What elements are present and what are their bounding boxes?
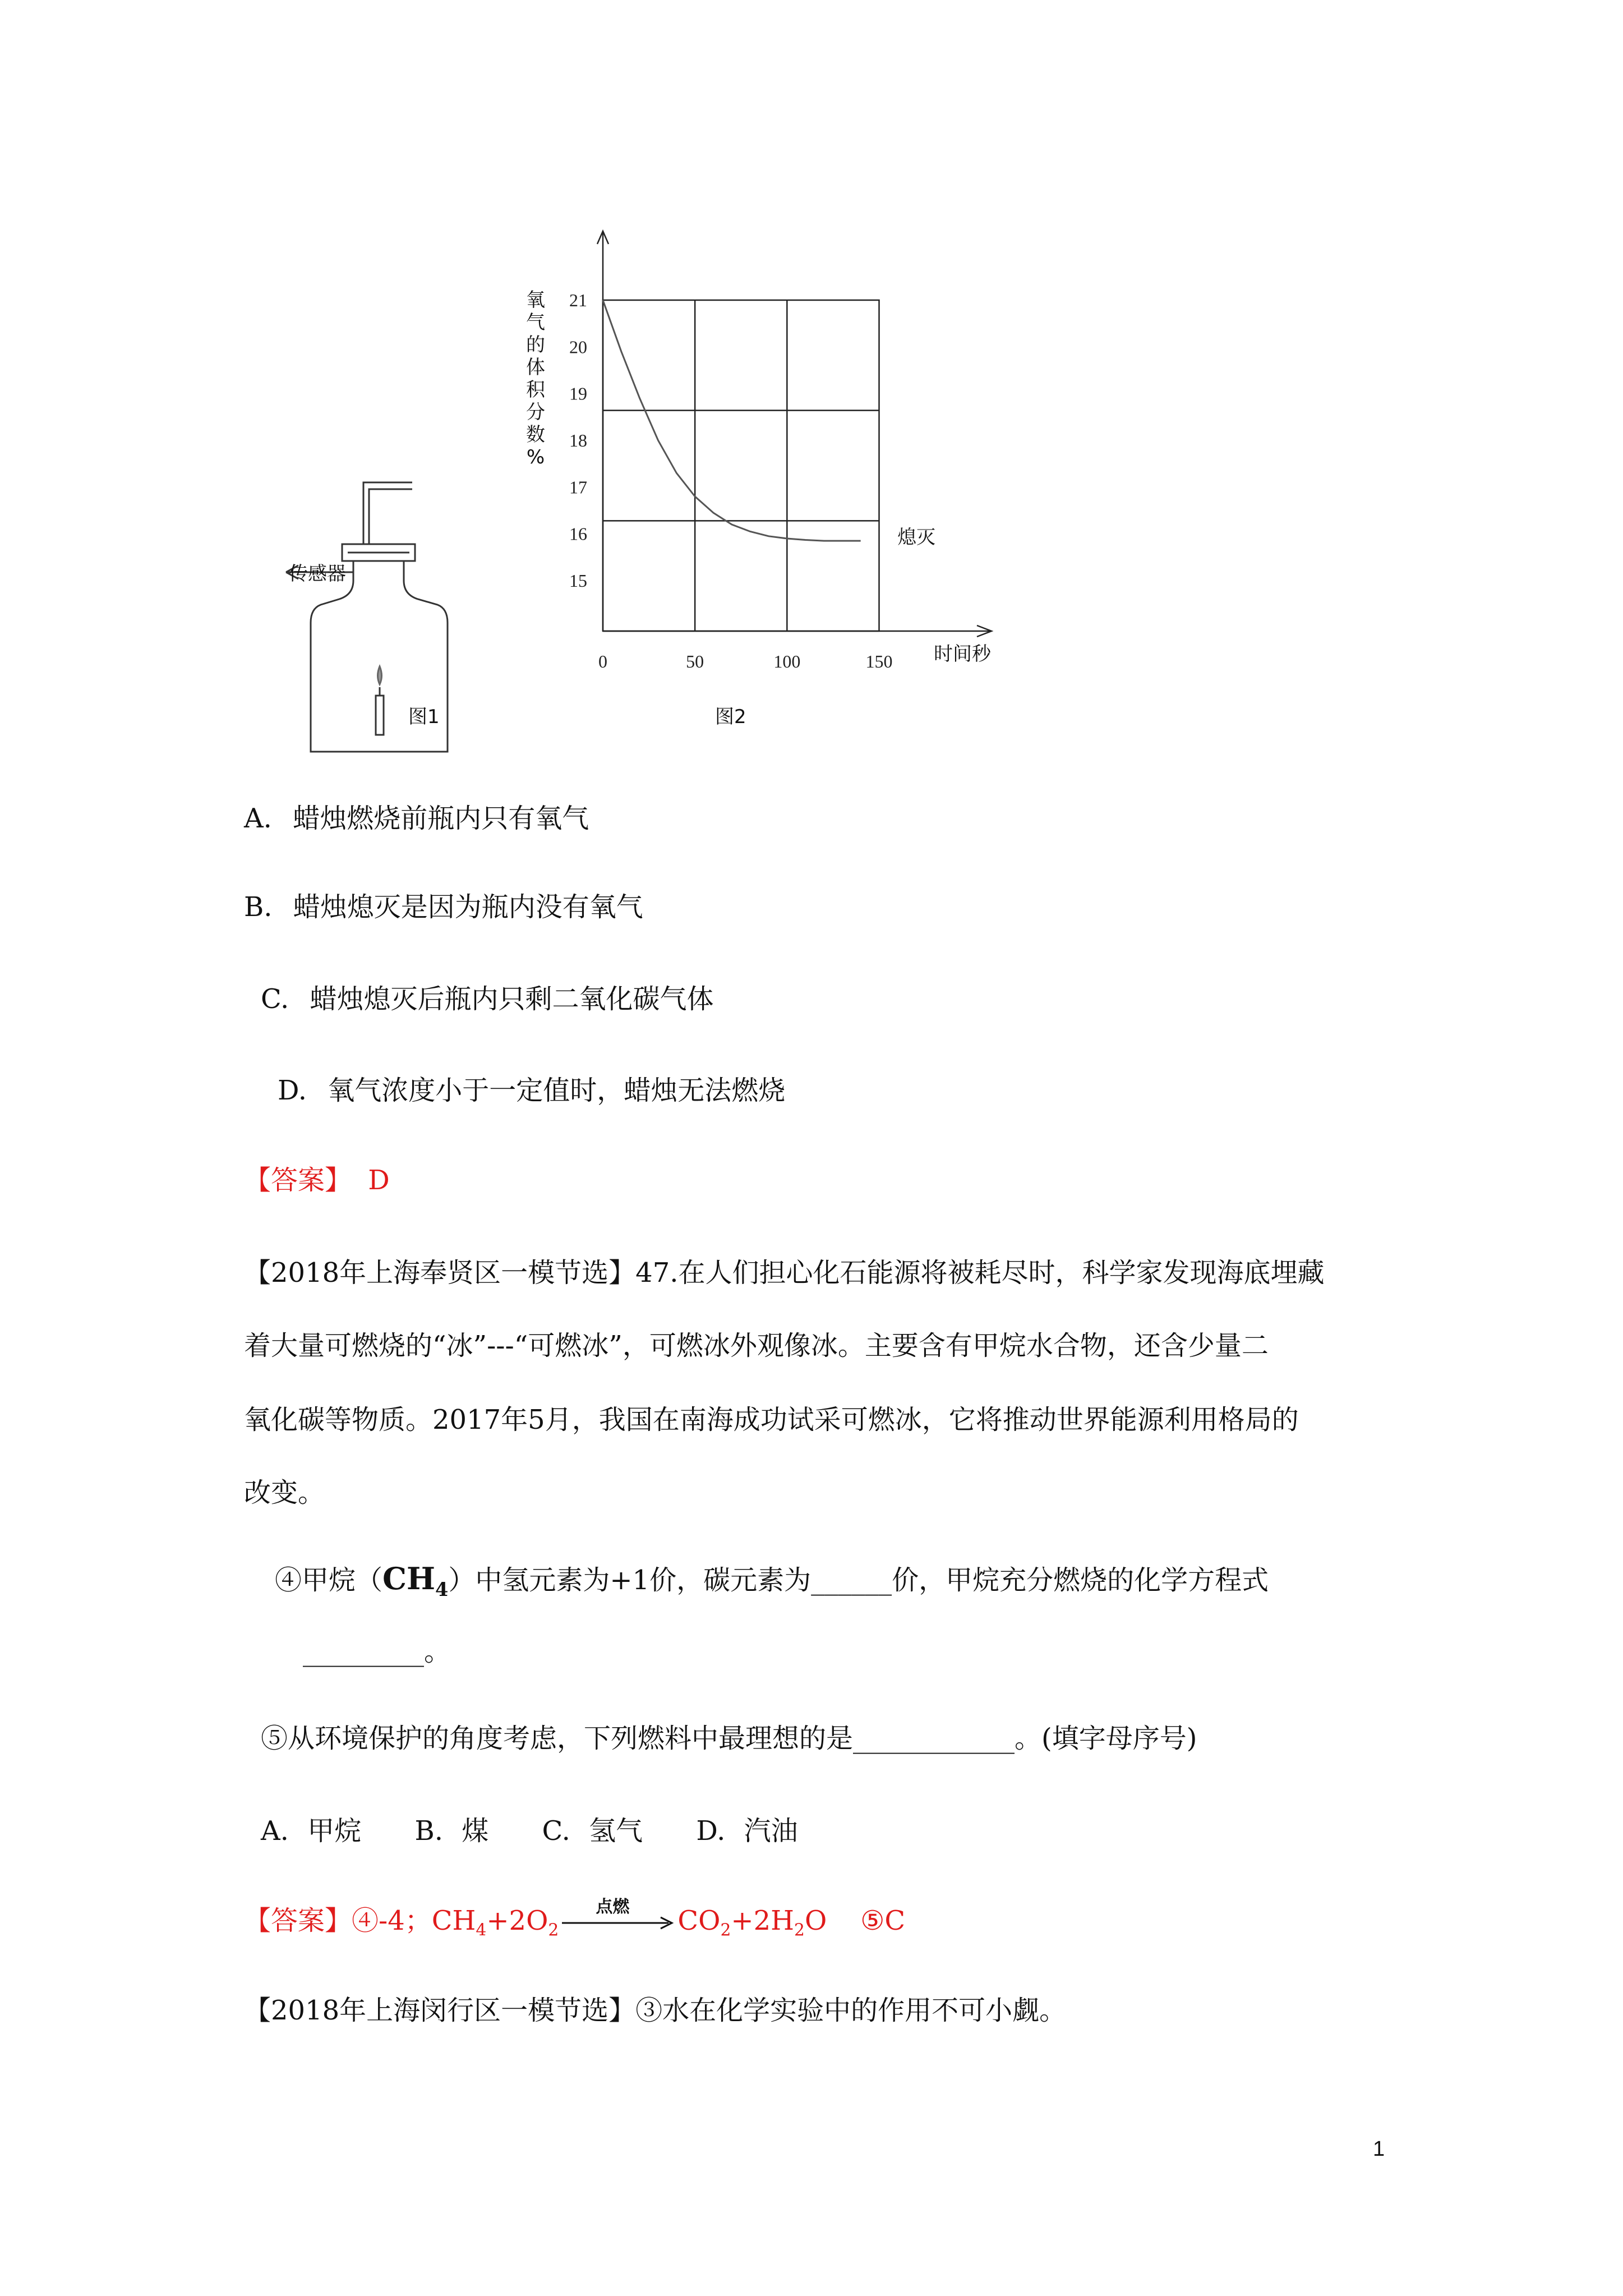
question-47-line-2: 着大量可燃烧的“冰”---“可燃冰”，可燃冰外观像冰。主要含有甲烷水合物，还含少量二 (244, 1330, 1269, 1361)
figure-1-caption: 图1 (408, 706, 440, 728)
question-text: ③水在化学实验中的作用不可小觑。 (635, 1995, 1067, 2026)
option-c (261, 977, 714, 1016)
y-tick-label: 17 (569, 477, 587, 498)
y-label-char: 的 (526, 334, 545, 356)
sub-question-5: ⑤从环境保护的角度考虑，下列燃料中最理想的是____________。(填字母序号) (261, 1723, 1197, 1754)
y-axis-label (524, 289, 547, 468)
formula-main: CH (382, 1561, 436, 1596)
answer-subscript: 2 (720, 1920, 731, 1940)
y-tick-label: 16 (569, 523, 587, 544)
answer-tag: 【答案】 (244, 1905, 352, 1936)
reaction-condition: 点燃 (596, 1897, 630, 1917)
choice-text: 甲烷 (307, 1815, 362, 1847)
answer-tag: 【答案】 (244, 1165, 352, 1196)
oxygen-chart (550, 224, 998, 684)
extinguish-annotation: 熄灭 (897, 526, 935, 549)
y-label-char: 数 (526, 424, 545, 446)
choice-label: A. (261, 1815, 289, 1847)
x-tick-label: 100 (773, 651, 801, 671)
question-source: 【2018年上海奉贤区一模节选】 (244, 1257, 636, 1289)
answer-text: O (804, 1905, 827, 1936)
sub-question-4-blank: _________。 (303, 1636, 451, 1667)
answer-value: D (368, 1165, 390, 1196)
answer-2 (244, 1899, 905, 1940)
x-tick-label: 0 (598, 651, 607, 671)
sub-question-4 (275, 1558, 1269, 1600)
y-label-char: 氧 (526, 289, 545, 311)
methane-formula (382, 1561, 449, 1600)
arrow-icon (562, 1912, 674, 1934)
oxygen-series-line (603, 300, 861, 541)
option-text: 蜡烛熄灭是因为瓶内没有氧气 (293, 891, 643, 923)
choice-label: C. (542, 1815, 570, 1847)
option-text: 蜡烛熄灭后瓶内只剩二氧化碳气体 (310, 983, 714, 1015)
x-axis-label: 时间秒 (934, 643, 991, 665)
question-47-line-4: 改变。 (244, 1477, 325, 1508)
answer-text: +2O (486, 1905, 548, 1936)
option-a (244, 797, 589, 835)
choice-text: 氢气 (589, 1815, 643, 1847)
option-text: 蜡烛燃烧前瓶内只有氧气 (293, 803, 589, 834)
answer-subscript: 2 (794, 1920, 805, 1940)
answer-text: ⑤C (860, 1905, 906, 1936)
y-tick-label: 20 (569, 337, 587, 357)
question-47-line-3: 氧化碳等物质。2017年5月，我国在南海成功试采可燃冰，它将推动世界能源利用格局的 (244, 1404, 1299, 1435)
formula-subscript: 4 (435, 1578, 449, 1600)
y-label-char: 气 (526, 311, 545, 334)
x-tick-label: 150 (865, 651, 893, 671)
y-label-char: 体 (526, 356, 545, 379)
question-text: 47.在人们担心化石能源将被耗尽时，科学家发现海底埋藏 (635, 1257, 1325, 1289)
option-d (278, 1069, 785, 1107)
sensor-label: 传感器 (289, 563, 346, 585)
x-tick-label: 50 (686, 651, 704, 671)
y-tick-label: 19 (569, 383, 587, 404)
choice-label: B. (414, 1815, 443, 1847)
sub-question-prefix: ④甲烷（ (275, 1565, 383, 1596)
y-label-char: 分 (526, 401, 545, 424)
answer-subscript: 4 (476, 1920, 487, 1940)
answer-text: +2H (731, 1905, 794, 1936)
answer-subscript: 2 (548, 1920, 559, 1940)
choice-text: 汽油 (744, 1815, 798, 1847)
answer-text: CO (677, 1905, 721, 1936)
y-label-char: % (526, 446, 545, 468)
y-tick-label: 15 (569, 570, 587, 591)
answer-1 (244, 1158, 390, 1197)
option-text: 氧气浓度小于一定值时，蜡烛无法燃烧 (328, 1075, 786, 1106)
question-source: 【2018年上海闵行区一模节选】 (244, 1995, 636, 2026)
y-label-char: 积 (526, 379, 545, 401)
option-label: C. (261, 983, 289, 1015)
option-label: B. (244, 891, 273, 923)
answer-text: ④-4；CH (352, 1905, 476, 1936)
option-label: D. (278, 1075, 307, 1106)
question-47-line-1 (244, 1251, 1325, 1290)
sub-question-rest: ）中氢元素为+1价，碳元素为______价，甲烷充分燃烧的化学方程式 (448, 1565, 1269, 1596)
next-question (244, 1989, 1066, 2027)
option-label: A. (244, 803, 272, 834)
plot-frame (603, 300, 879, 631)
fuel-choices (261, 1809, 798, 1848)
reaction-arrow (562, 1897, 674, 1934)
option-b (244, 885, 643, 924)
bottle-apparatus-drawing (269, 460, 505, 774)
choice-text: 煤 (462, 1815, 489, 1847)
figure-2-caption: 图2 (715, 706, 746, 728)
page-number: 1 (1373, 2137, 1385, 2161)
y-tick-label: 18 (569, 430, 587, 450)
y-tick-label: 21 (569, 290, 587, 310)
choice-label: D. (696, 1815, 726, 1847)
